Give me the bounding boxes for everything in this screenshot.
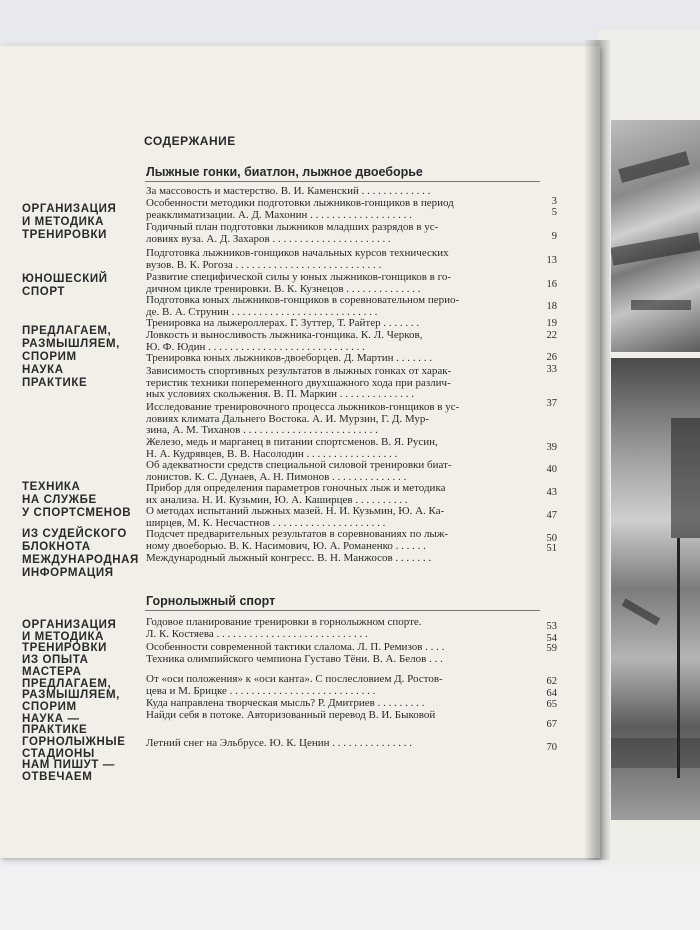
category-label: ОРГАНИЗАЦИЯ И МЕТОДИКА ТРЕНИРОВКИ <box>22 203 117 241</box>
section-title-alpine: Горнолыжный спорт <box>146 594 276 608</box>
page-number: 26 <box>546 352 557 363</box>
toc-entry: Развитие специфической силы у юных лыжников-гонщиков в го- дичном цикле тренировки. В. К. Кузнецов . . . . . . . . . . . . . . <box>146 272 452 295</box>
toc-entry: От «оси положения» к «оси канта». С послесловием Д. Ростов- цева и М. Брицке . . . . . . . . . . . . . . . . . . . . . . . . . . . <box>146 674 443 697</box>
toc-entry: Зависимость спортивных результатов в лыжных гонках от харак- теристик техники попеременного двухшажного хода при различ- ных условиях скольжения. В. П. Маркин . . . . . . . . . . . . . . <box>146 366 452 400</box>
page-number: 19 <box>546 318 557 329</box>
toc-entry: Тренировка на лыжероллерах. Г. Зуттер, Т. Райтер . . . . . . . <box>146 318 420 329</box>
page-number: 59 <box>546 643 557 654</box>
toc-entry: Годовое планирование тренировки в горнолыжном спорте. Л. К. Костяева . . . . . . . . . . . . . . . . . . . . . . . . . . . . <box>146 617 422 640</box>
toc-entry: Ловкость и выносливость лыжника-гонщика. К. Л. Черков, Ю. Ф. Юдин . . . . . . . . . . . . . . . . . . . . . . . . . . . . . <box>146 330 423 353</box>
page-number: 5 <box>551 207 557 218</box>
page-number: 65 <box>546 699 557 710</box>
toc-entry: За массовость и мастерство. В. И. Каменский . . . . . . . . . . . . . <box>146 186 431 197</box>
page-number: 22 <box>546 330 557 341</box>
toc-entry: Годичный план подготовки лыжников младших разрядов в ус- ловиях вуза. А. Д. Захаров . . . . . . . . . . . . . . . . . . . . . . <box>146 222 439 245</box>
category-label: ОРГАНИЗАЦИЯ И МЕТОДИКА ТРЕНИРОВКИ ИЗ ОПЫТА МАСТЕРА ПРЕДЛАГАЕМ, РАЗМЫШЛЯЕМ, СПОРИМ НАУКА — ПРАКТИКЕ ГОРНОЛЫЖНЫЕ СТАДИОНЫ НАМ ПИШУТ — ОТВЕЧАЕМ <box>22 619 126 784</box>
page-number: 53 54 <box>546 621 557 644</box>
toc-entry: Особенности методики подготовки лыжников-гонщиков в период реакклиматизации. А. Д. Махонин . . . . . . . . . . . . . . . . . . . <box>146 198 454 221</box>
page-number: 16 <box>546 279 557 290</box>
toc-entry: Международный лыжный конгресс. В. Н. Манжосов . . . . . . . <box>146 553 432 564</box>
page-number: 70 <box>546 742 557 753</box>
page-number: 47 <box>546 510 557 521</box>
page-number: 43 <box>546 487 557 498</box>
page-number: 40 <box>546 464 557 475</box>
page-number: 18 <box>546 301 557 312</box>
category-label: ЮНОШЕСКИЙ СПОРТ <box>22 273 108 298</box>
toc-entry: Железо, медь и марганец в питании спортсменов. В. Я. Русин, Н. А. Кудрявцев, В. В. Насолодин . . . . . . . . . . . . . . . . . <box>146 437 438 460</box>
section-divider <box>145 181 540 182</box>
table-surface <box>0 860 700 930</box>
page-number: 51 <box>546 543 557 554</box>
page-number: 50 <box>546 533 557 544</box>
toc-entry: Найди себя в потоке. Авторизованный перевод В. И. Быковой <box>146 710 436 721</box>
page-number: 33 <box>546 364 557 375</box>
toc-entry: Тренировка юных лыжников-двоеборцев. Д. Мартин . . . . . . . <box>146 353 432 364</box>
page-number: 67 <box>546 719 557 730</box>
book-gutter <box>584 40 610 860</box>
page-number: 37 <box>546 398 557 409</box>
page-number: 3 <box>551 196 557 207</box>
toc-entry: О методах испытаний лыжных мазей. Н. И. Кузьмин, Ю. А. Ка- ширцев, М. К. Несчастнов . . . . . . . . . . . . . . . . . . . . . <box>146 506 445 529</box>
page-number: 62 64 <box>546 676 557 699</box>
toc-heading: СОДЕРЖАНИЕ <box>144 134 236 148</box>
category-label: ПРЕДЛАГАЕМ, РАЗМЫШЛЯЕМ, СПОРИМ НАУКА ПРАКТИКЕ <box>22 325 120 389</box>
page-number: 13 <box>546 255 557 266</box>
section-divider <box>145 610 540 611</box>
toc-entry: Об адекватности средств специальной силовой тренировки биат- лонистов. К. С. Дунаев, А. Н. Пимонов . . . . . . . . . . . . . . <box>146 460 452 483</box>
toc-entry: Исследование тренировочного процесса лыжников-гонщиков в ус- ловиях климата Дальнего Востока. А. И. Мурзин, Г. Д. Мур- зина, А. М. Тиханов . . . . . . . . . . . . . . . . . . . . . . . . . <box>146 402 460 436</box>
toc-entry: Прибор для определения параметров гоночных лыж и методика их анализа. Н. И. Кузьмин, Ю. А. Каширцев . . . . . . . . . . <box>146 483 446 506</box>
toc-entry: Летний снег на Эльбрусе. Ю. К. Ценин . . . . . . . . . . . . . . . <box>146 738 413 749</box>
toc-entry: Особенности современной тактики слалома. Л. П. Ремизов . . . . <box>146 642 445 653</box>
toc-entry: Техника олимпийского чемпиона Густаво Тёни. В. А. Белов . . . <box>146 654 443 665</box>
toc-entry: Куда направлена творческая мысль? Р. Дмитриев . . . . . . . . . <box>146 698 425 709</box>
section-title-ski-racing: Лыжные гонки, биатлон, лыжное двоеборье <box>146 165 423 179</box>
skier-photo-bottom <box>611 358 700 820</box>
page-number: 39 <box>546 442 557 453</box>
toc-entry: Подсчет предварительных результатов в соревнованиях по лыж- ному двоеборью. В. К. Насимович, Ю. А. Романенко . . . . . . <box>146 529 449 552</box>
category-label: ТЕХНИКА НА СЛУЖБЕ У СПОРТСМЕНОВ <box>22 481 132 519</box>
toc-entry: Подготовка лыжников-гонщиков начальных курсов технических вузов. В. К. Рогоза . . . . . . . . . . . . . . . . . . . . . . . . . . . <box>146 248 449 271</box>
page-number: 9 <box>551 231 557 242</box>
toc-entry: Подготовка юных лыжников-гонщиков в соревновательном перио- де. В. А. Струнин . . . . . . . . . . . . . . . . . . . . . . . . . . . <box>146 295 460 318</box>
ski-photo-top <box>611 120 700 352</box>
category-label: ИЗ СУДЕЙСКОГО БЛОКНОТА МЕЖДУНАРОДНАЯ ИНФОРМАЦИЯ <box>22 528 139 579</box>
